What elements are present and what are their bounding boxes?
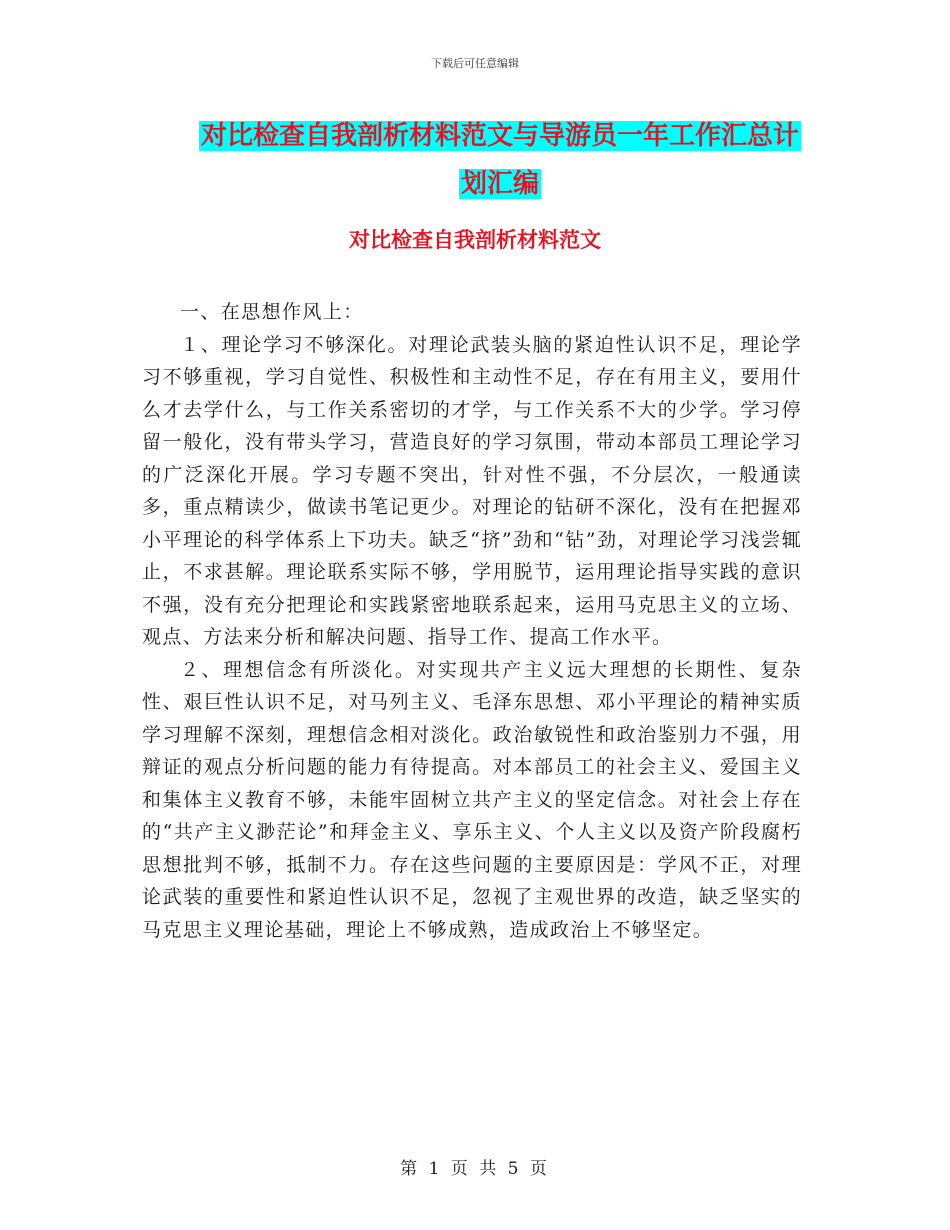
section-title: 对比检查自我剖析材料范文 bbox=[349, 227, 601, 252]
document-title-line-2: 划汇编 bbox=[460, 169, 539, 199]
page-number: 第 1 页 共 5 页 bbox=[400, 1159, 550, 1179]
document-title bbox=[150, 112, 850, 208]
paragraph-ideal-belief: ２、理想信念有所淡化。对实现共产主义远大理想的长期性、复杂性、艰巨性认识不足，对马列主义、毛泽东思想、邓小平理论的精神实质学习理解不深刻，理想信念相对淡化。政治敏锐性和政治鉴别力不强，用辩证的观点分析问题的能力有待提高。对本部员工的社会主义、爱国主义和集体主义教育不够，未能牢固树立共产主义的坚定信念。对社会上存在的“共产主义渺茫论”和拜金主义、享乐主义、个人主义以及资产阶段腐朽思想批判不够，抵制不力。存在这些问题的主要原因是：学风不正，对理论武装的重要性和紧迫性认识不足，忽视了主观世界的改造，缺乏坚实的马克思主义理论基础，理论上不够成熟，造成政治上不够坚定。 bbox=[142, 658, 802, 941]
header-note: 下载后可任意编辑 bbox=[431, 57, 519, 70]
paragraph-theory-study: １、理论学习不够深化。对理论武装头脑的紧迫性认识不足，理论学习不够重视，学习自觉性、积极性和主动性不足，存在有用主义，要用什么才去学什么，与工作关系密切的才学，与工作关系不大的少学。学习停留一般化，没有带头学习，营造良好的学习氛围，带动本部员工理论学习的广泛深化开展。学习专题不突出，针对性不强，不分层次，一般通读多，重点精读少，做读书笔记更少。对理论的钻研不深化，没有在把握邓小平理论的科学体系上下功夫。缺乏“挤”劲和“钻”劲，对理论学习浅尝辄止，不求甚解。理论联系实际不够，学用脱节，运用理论指导实践的意识不强，没有充分把理论和实践紧密地联系起来，运用马克思主义的立场、观点、方法来分析和解决问题、指导工作、提高工作水平。 bbox=[142, 333, 802, 648]
document-body bbox=[142, 296, 802, 946]
section-heading-thought-style: 一、在思想作风上： bbox=[180, 301, 364, 323]
document-title-line-1: 对比检查自我剖析材料范文与导游员一年工作汇总计 bbox=[200, 121, 799, 151]
